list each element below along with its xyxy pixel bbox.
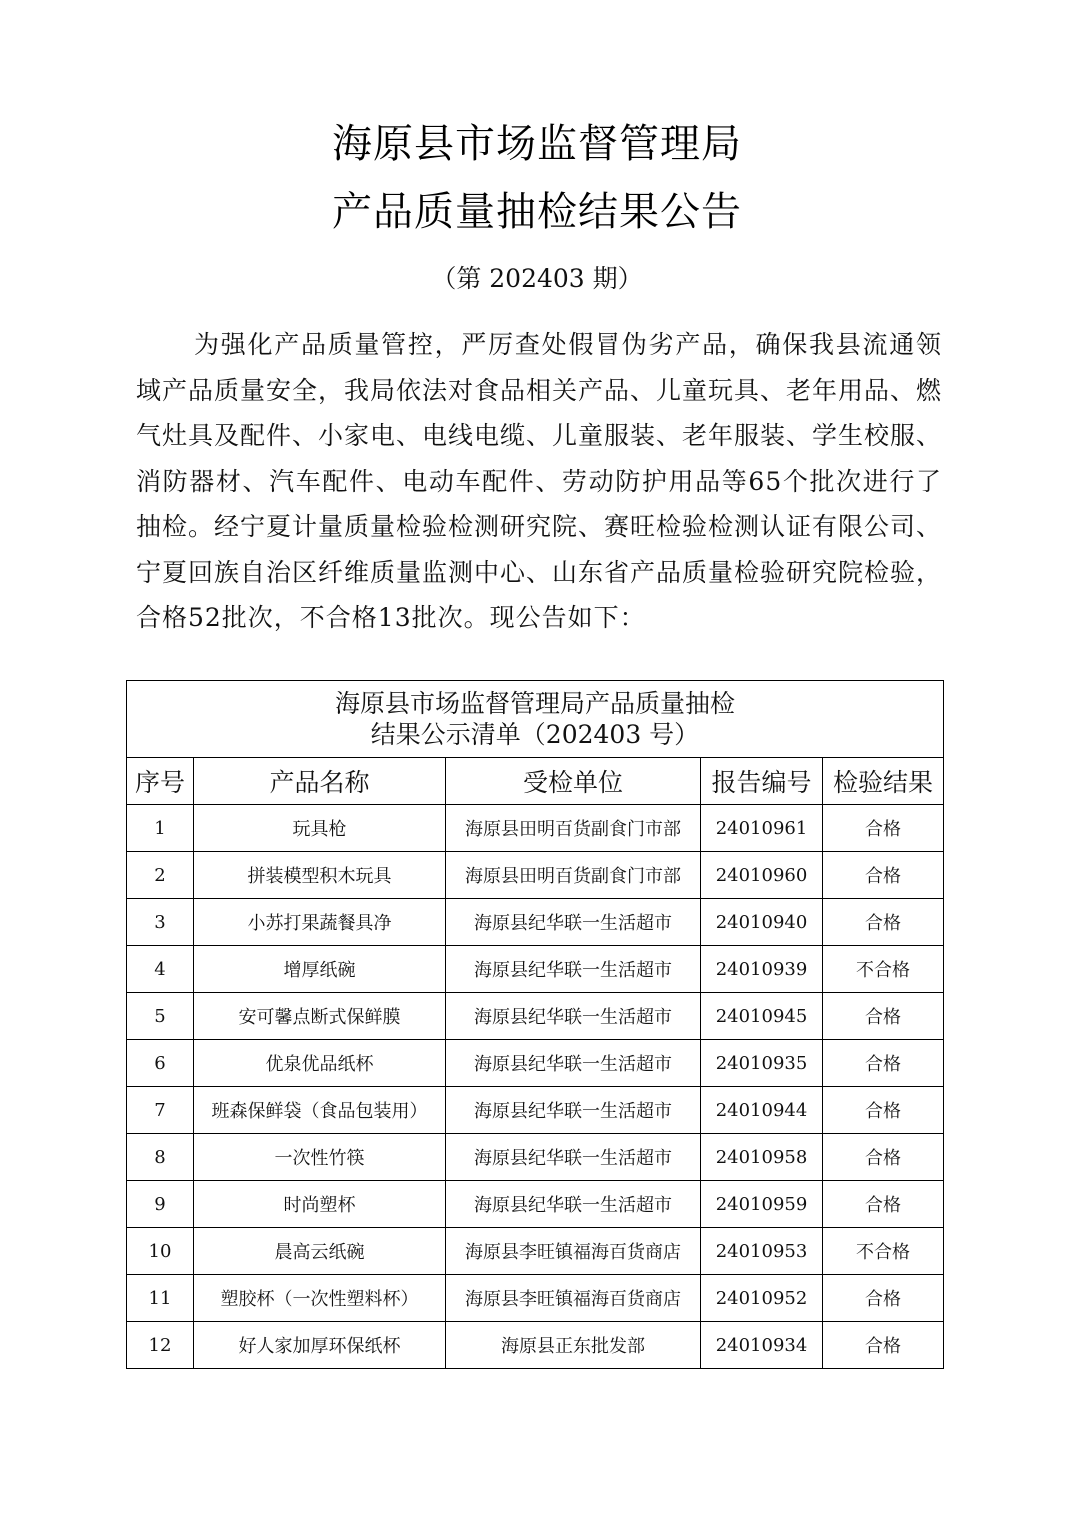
table-row: [127, 1087, 944, 1134]
table-header-row: [127, 758, 944, 805]
cell-unit: 海原县纪华联一生活超市: [446, 993, 701, 1040]
header-seq: 序号: [127, 758, 194, 805]
cell-seq: 4: [127, 946, 194, 993]
cell-seq: 5: [127, 993, 194, 1040]
table-row: [127, 852, 944, 899]
cell-seq: 3: [127, 899, 194, 946]
cell-unit: 海原县纪华联一生活超市: [446, 1040, 701, 1087]
table-caption-line1: 海原县市场监督管理局产品质量抽检: [334, 689, 735, 718]
cell-unit: 海原县李旺镇福海百货商店: [446, 1275, 701, 1322]
cell-product: 班森保鲜袋（食品包装用）: [194, 1087, 446, 1134]
cell-seq: 8: [127, 1134, 194, 1181]
cell-product: 增厚纸碗: [194, 946, 446, 993]
cell-result: 合格: [823, 1134, 944, 1181]
table-row: [127, 1228, 944, 1275]
header-product: 产品名称: [194, 758, 446, 805]
cell-report: 24010939: [701, 946, 823, 993]
cell-report: 24010934: [701, 1322, 823, 1369]
table-row: [127, 993, 944, 1040]
header-unit: 受检单位: [446, 758, 701, 805]
cell-seq: 1: [127, 805, 194, 852]
cell-product: 小苏打果蔬餐具净: [194, 899, 446, 946]
cell-unit: 海原县纪华联一生活超市: [446, 946, 701, 993]
cell-report: 24010959: [701, 1181, 823, 1228]
cell-product: 优泉优品纸杯: [194, 1040, 446, 1087]
cell-report: 24010945: [701, 993, 823, 1040]
cell-product: 安可馨点断式保鲜膜: [194, 993, 446, 1040]
table-row: [127, 1322, 944, 1369]
cell-result: 合格: [823, 1275, 944, 1322]
cell-unit: 海原县正东批发部: [446, 1322, 701, 1369]
cell-result: 合格: [823, 993, 944, 1040]
cell-unit: 海原县纪华联一生活超市: [446, 1181, 701, 1228]
table-row: [127, 1040, 944, 1087]
cell-report: 24010958: [701, 1134, 823, 1181]
cell-result: 合格: [823, 1322, 944, 1369]
cell-unit: 海原县李旺镇福海百货商店: [446, 1228, 701, 1275]
cell-seq: 9: [127, 1181, 194, 1228]
cell-seq: 11: [127, 1275, 194, 1322]
cell-result: 合格: [823, 899, 944, 946]
cell-result: 合格: [823, 1181, 944, 1228]
cell-seq: 2: [127, 852, 194, 899]
cell-result: 合格: [823, 1087, 944, 1134]
cell-result: 不合格: [823, 1228, 944, 1275]
cell-product: 玩具枪: [194, 805, 446, 852]
cell-seq: 6: [127, 1040, 194, 1087]
table-row: [127, 1181, 944, 1228]
cell-unit: 海原县纪华联一生活超市: [446, 1134, 701, 1181]
table-row: [127, 1134, 944, 1181]
intro-paragraph: 为强化产品质量管控，严厉查处假冒伪劣产品，确保我县流通领域产品质量安全，我局依法对食品相关产品、儿童玩具、老年用品、燃气灶具及配件、小家电、电线电缆、儿童服装、老年服装、学生校服、消防器材、汽车配件、电动车配件、劳动防护用品等65个批次进行了抽检。经宁夏计量质量检验检测研究院、赛旺检验检测认证有限公司、宁夏回族自治区纤维质量监测中心、山东省产品质量检验研究院检验，合格52批次，不合格13批次。现公告如下：: [136, 330, 943, 632]
document-title-line1: 海原县市场监督管理局: [332, 121, 742, 167]
table-row: [127, 946, 944, 993]
cell-unit: 海原县田明百货副食门市部: [446, 805, 701, 852]
cell-result: 不合格: [823, 946, 944, 993]
table-caption-line2: 结果公示清单（202403 号）: [370, 720, 700, 749]
cell-product: 拼装模型积木玩具: [194, 852, 446, 899]
cell-product: 一次性竹筷: [194, 1134, 446, 1181]
cell-unit: 海原县田明百货副食门市部: [446, 852, 701, 899]
cell-report: 24010940: [701, 899, 823, 946]
cell-seq: 7: [127, 1087, 194, 1134]
table-caption: [127, 681, 944, 758]
cell-report: 24010952: [701, 1275, 823, 1322]
results-table: [126, 680, 944, 1369]
cell-report: 24010944: [701, 1087, 823, 1134]
cell-unit: 海原县纪华联一生活超市: [446, 899, 701, 946]
cell-report: 24010953: [701, 1228, 823, 1275]
cell-result: 合格: [823, 852, 944, 899]
document-title-line2: 产品质量抽检结果公告: [332, 189, 742, 235]
issue-number: （第 202403 期）: [431, 264, 643, 293]
cell-product: 塑胶杯（一次性塑料杯）: [194, 1275, 446, 1322]
table-row: [127, 805, 944, 852]
header-report: 报告编号: [701, 758, 823, 805]
cell-report: 24010961: [701, 805, 823, 852]
cell-unit: 海原县纪华联一生活超市: [446, 1087, 701, 1134]
cell-report: 24010960: [701, 852, 823, 899]
cell-result: 合格: [823, 805, 944, 852]
cell-product: 好人家加厚环保纸杯: [194, 1322, 446, 1369]
cell-product: 时尚塑杯: [194, 1181, 446, 1228]
cell-product: 晨高云纸碗: [194, 1228, 446, 1275]
header-result: 检验结果: [823, 758, 944, 805]
cell-report: 24010935: [701, 1040, 823, 1087]
table-row: [127, 1275, 944, 1322]
cell-seq: 12: [127, 1322, 194, 1369]
cell-seq: 10: [127, 1228, 194, 1275]
table-row: [127, 899, 944, 946]
cell-result: 合格: [823, 1040, 944, 1087]
